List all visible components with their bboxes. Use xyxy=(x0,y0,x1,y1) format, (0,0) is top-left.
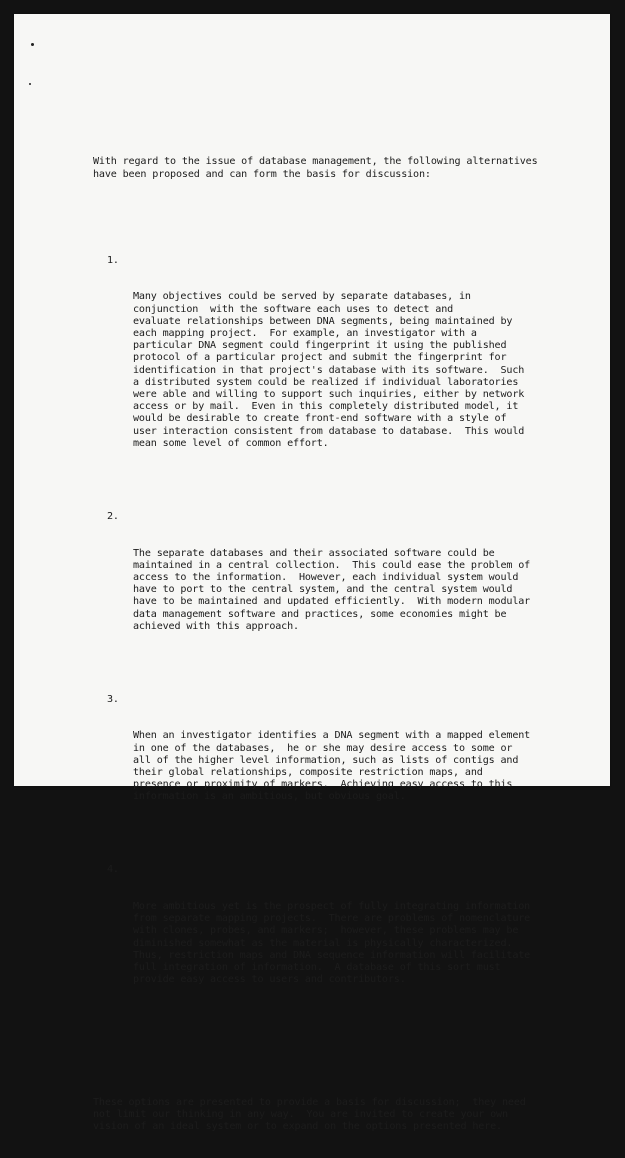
margin-speck xyxy=(31,43,34,46)
list-item xyxy=(93,694,543,828)
document-body xyxy=(93,132,543,1158)
margin-speck xyxy=(29,83,31,85)
closing-paragraph: These options are presented to provide a basis for discussion; they need not limit our thinking in any way. You are invited to create your own vision of an ideal system or to expand on the options presented here. xyxy=(93,1096,526,1133)
list-item xyxy=(93,864,543,1010)
document-page xyxy=(14,14,610,1133)
intro-paragraph: With regard to the issue of database management, the following alternatives have been proposed and can form the basis for discussion: xyxy=(93,156,538,180)
item-text: When an investigator identifies a DNA segment with a mapped element in one of the databases, he or she may desire access to some or all of the higher level information, such as lists of contigs and their global relationships, composite restriction maps, and presence or proximity of markers. Achieving easy access to this information is an ambitious, but obvious goal. xyxy=(133,730,531,803)
item-number: 3. xyxy=(107,693,119,705)
item-text: The separate databases and their associated software could be maintained in a central collection. This could ease the problem of access to the information. However, each individual system would have to port to the central system, and the central system would have to be maintained and updated efficiently. With modern modular data management software and practices, some economies might be achieved with this approach. xyxy=(133,547,531,632)
item-number: 2. xyxy=(107,510,119,522)
item-number: 1. xyxy=(107,254,119,266)
item-number: 4. xyxy=(107,864,119,876)
item-text: More ambitious yet is the prospect of fully integrating information from separate mapping projects. There are problems of nomenclature with clones, probes, and markers; however, these problems may be diminished somewhat as the material is physically characterized. Thus, restriction maps and DNA sequence information will facilitate full integration of information. A database of this sort must provide easy access to users and contributors. xyxy=(133,900,531,986)
list-item xyxy=(93,511,543,657)
item-text: Many objectives could be served by separate databases, in conjunction with the software each uses to detect and evaluate relationships between DNA segments, being maintained by each mapping project. For example, an investigator with a particular DNA segment could fingerprint it using the published protocol of a particular project and submit the fingerprint for identification in that project's database with its software. Such a distributed system could be realized if individual laboratories were able and willing to support such inquiries, either by network access or by mail. Even in this completely distributed model, it would be desirable to create front-end software with a style of user interaction consistent from database to database. This would mean some level of common effort. xyxy=(133,291,525,449)
list-item xyxy=(93,255,543,475)
alternatives-list xyxy=(93,230,543,1047)
